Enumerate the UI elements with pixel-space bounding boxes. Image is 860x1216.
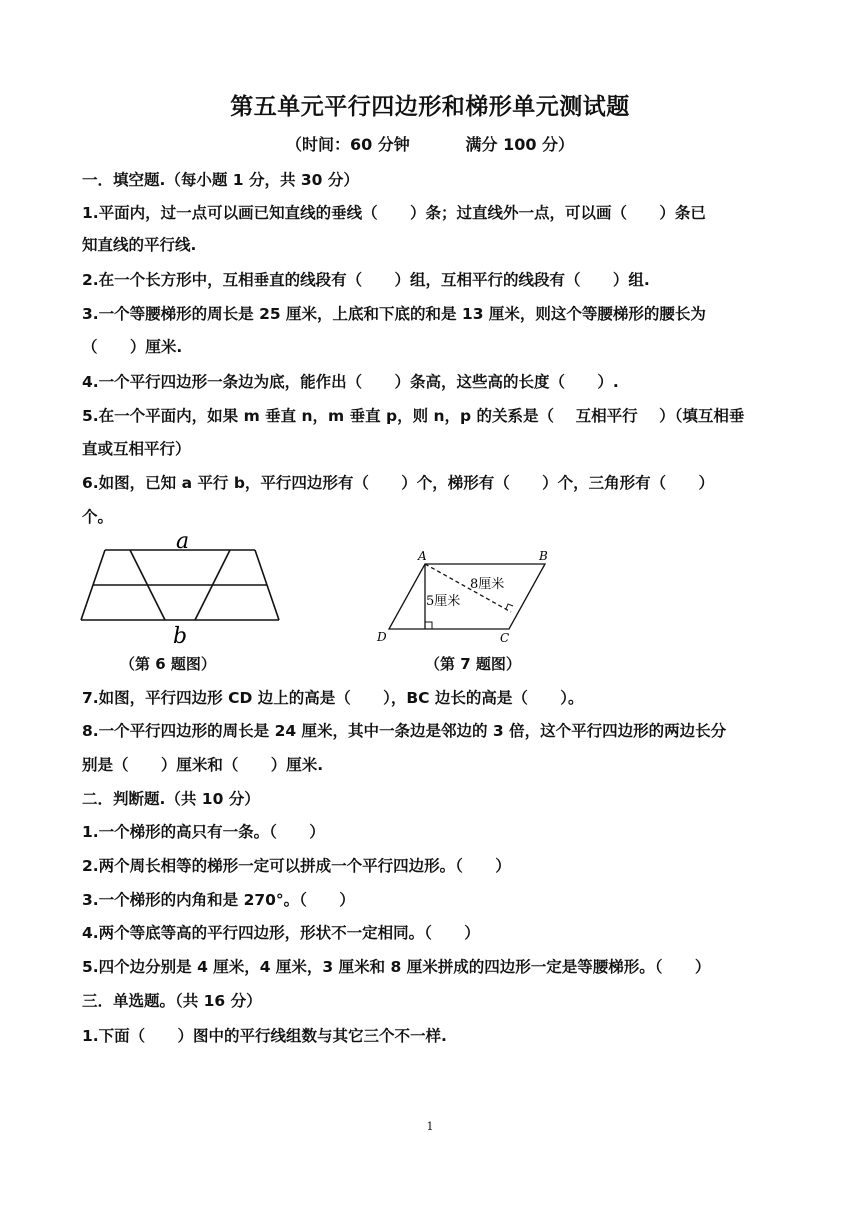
question-text: 5.在一个平面内，如果 m 垂直 n，m 垂直 p，则 n，p 的关系是（ 互相平行 ）（填互相垂 [82, 407, 745, 425]
question-text: 6.如图，已知 a 平行 b，平行四边形有（ ）个，梯形有（ ）个，三角形有（ ） [82, 474, 715, 492]
section-heading-fill-blank: 一．填空题.（每小题 1 分，共 30 分） [82, 171, 359, 189]
page-title: 第五单元平行四边形和梯形单元测试题 [230, 94, 630, 120]
question-text: 2.在一个长方形中，互相垂直的线段有（ ）组，互相平行的线段有（ ）组. [82, 271, 650, 289]
page-number: 1 [426, 1120, 434, 1133]
question-text: 2.两个周长相等的梯形一定可以拼成一个平行四边形。（ ） [82, 857, 511, 875]
label-B: B [539, 549, 548, 563]
question-text: 3.一个等腰梯形的周长是 25 厘米，上底和下底的和是 13 厘米，则这个等腰梯形的腰长为 [82, 305, 706, 323]
question-text: 7.如图，平行四边形 CD 边上的高是（ ），BC 边长的高是（ ）。 [82, 689, 584, 707]
question-text: 5.四个边分别是 4 厘米，4 厘米，3 厘米和 8 厘米拼成的四边形一定是等腰梯形。（ ） [82, 958, 711, 976]
label-D: D [377, 630, 387, 644]
question-text: 个。 [82, 508, 114, 526]
figure-7-parallelogram [372, 544, 557, 649]
question-text: （ ）厘米. [82, 338, 183, 356]
question-text: 知直线的平行线. [82, 236, 197, 254]
figure-7-caption: （第 7 题图） [425, 655, 521, 673]
section-heading-true-false: 二．判断题.（共 10 分） [82, 790, 260, 808]
label-C: C [500, 631, 510, 645]
label-8cm: 8厘米 [470, 577, 505, 592]
question-text: 别是（ ）厘米和（ ）厘米. [82, 756, 324, 774]
label-5cm: 5厘米 [426, 594, 461, 609]
question-text: 直或互相平行） [82, 440, 191, 458]
figure-6-trapezoid [78, 528, 288, 648]
exam-info: （时间：60 分钟 满分 100 分） [285, 135, 575, 154]
figure-6-caption: （第 6 题图） [120, 655, 216, 673]
question-text: 4.一个平行四边形一条边为底，能作出（ ）条高，这些高的长度（ ）. [82, 373, 619, 391]
question-text: 1.下面（ ）图中的平行线组数与其它三个不一样. [82, 1027, 447, 1045]
question-text: 1.平面内，过一点可以画已知直线的垂线（ ）条；过直线外一点，可以画（ ）条已 [82, 204, 706, 222]
section-heading-multiple-choice: 三．单选题。（共 16 分） [82, 992, 262, 1010]
label-a: a [176, 529, 190, 554]
question-text: 4.两个等底等高的平行四边形，形状不一定相同。（ ） [82, 924, 480, 942]
question-text: 8.一个平行四边形的周长是 24 厘米，其中一条边是邻边的 3 倍，这个平行四边形的两边长分 [82, 722, 727, 740]
label-b: b [173, 624, 188, 648]
question-text: 3.一个梯形的内角和是 270°。（ ） [82, 891, 355, 909]
question-text: 1.一个梯形的高只有一条。（ ） [82, 823, 325, 841]
label-A: A [418, 549, 427, 563]
